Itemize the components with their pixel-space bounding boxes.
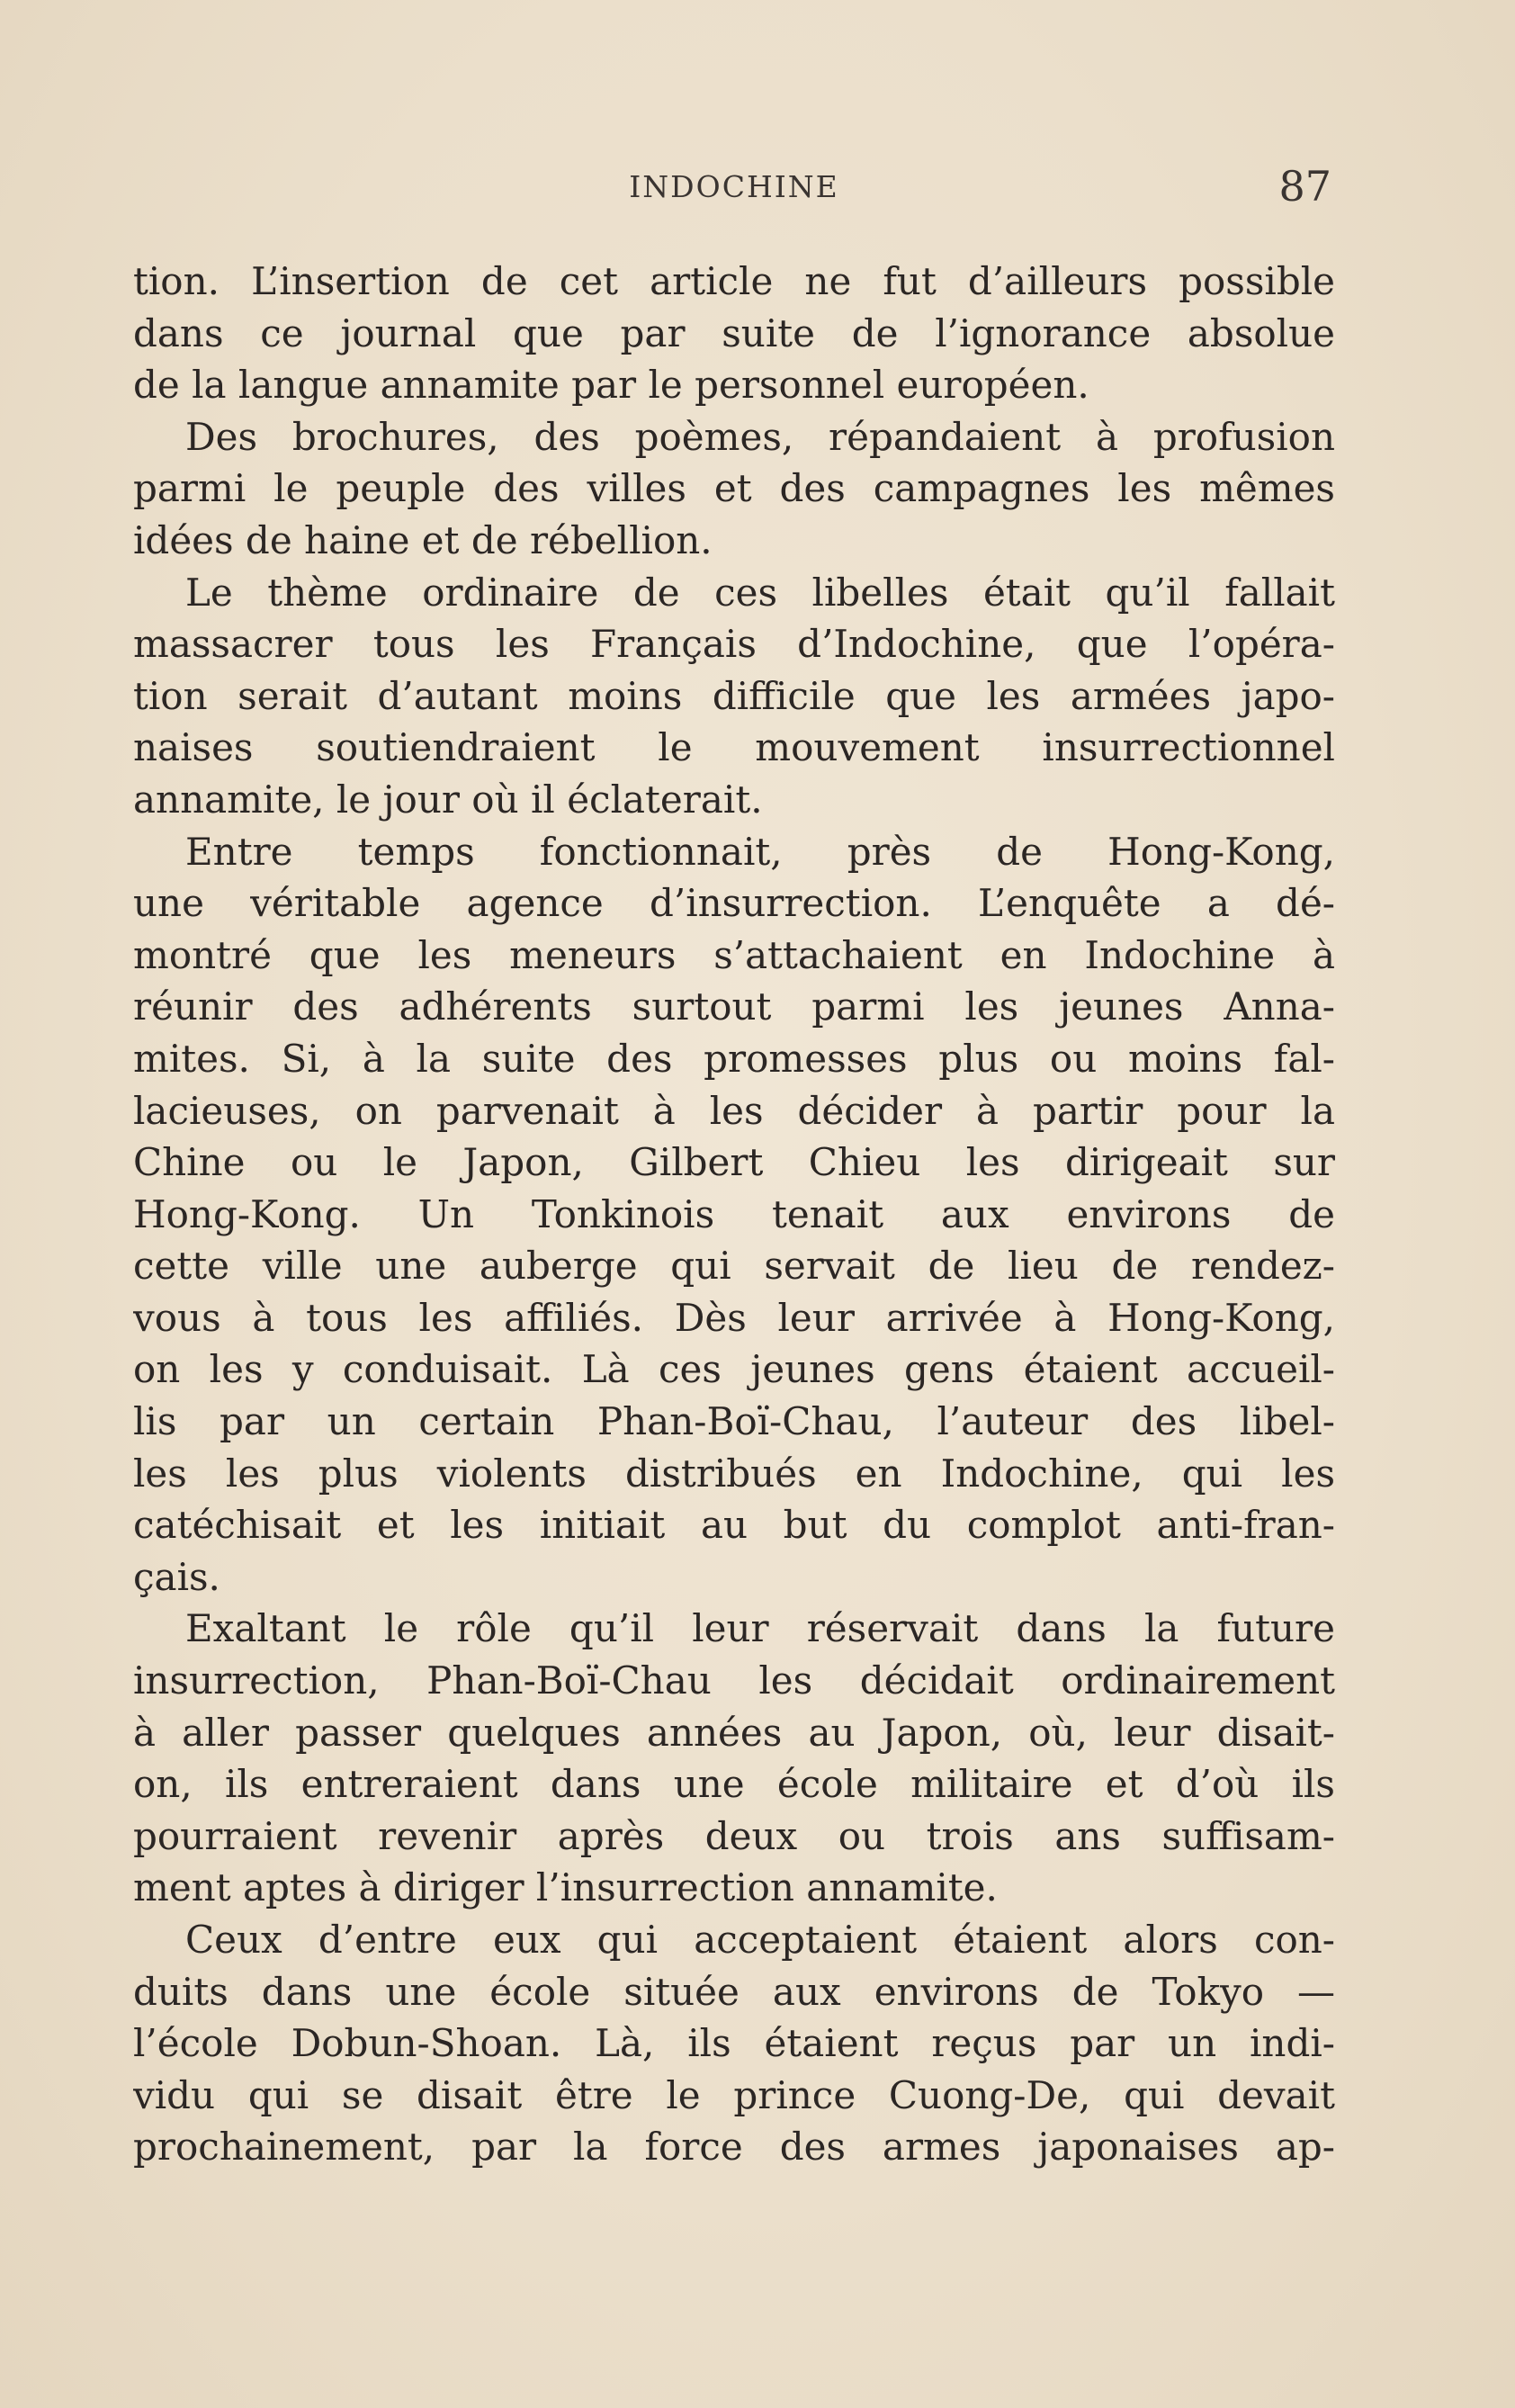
text-line: dans ce journal que par suite de l’ignorance absolue xyxy=(133,310,1335,355)
text-line: idées de haine et de rébellion. xyxy=(133,517,713,562)
text-line: on les y conduisait. Là ces jeunes gens étaient accueil- xyxy=(133,1347,1335,1392)
text-line: pourraient revenir après deux ou trois ans suffisam- xyxy=(133,1813,1335,1858)
text-line: vous à tous les affiliés. Dès leur arrivée à Hong-Kong, xyxy=(133,1295,1335,1340)
text-line: Hong-Kong. Un Tonkinois tenait aux environs de xyxy=(133,1191,1335,1236)
text-line: vidu qui se disait être le prince Cuong-De, qui devait xyxy=(133,2072,1335,2117)
text-line: l’école Dobun-Shoan. Là, ils étaient reçus par un indi- xyxy=(133,2021,1335,2066)
text-line: duits dans une école située aux environs de Tokyo — xyxy=(133,1969,1335,2014)
text-line: lis par un certain Phan-Boï-Chau, l’auteur des libel- xyxy=(133,1399,1335,1444)
text-line: mites. Si, à la suite des promesses plus ou moins fal- xyxy=(133,1036,1335,1081)
body-text xyxy=(133,256,1335,2173)
text-line: Des brochures, des poèmes, répandaient à profusion xyxy=(185,414,1335,459)
running-head xyxy=(133,162,1335,216)
text-line: insurrection, Phan-Boï-Chau les décidait ordinairement xyxy=(133,1658,1335,1703)
text-line: parmi le peuple des villes et des campagnes les mêmes xyxy=(133,466,1335,511)
text-line: à aller passer quelques années au Japon, où, leur disait- xyxy=(133,1710,1335,1755)
text-line: tion serait d’autant moins difficile que les armées japo- xyxy=(133,673,1335,718)
text-line: lacieuses, on parvenait à les décider à partir pour la xyxy=(133,1088,1335,1133)
text-line: une véritable agence d’insurrection. L’enquête a dé- xyxy=(133,881,1335,926)
page-number: 87 xyxy=(1278,162,1331,211)
text-line: çais. xyxy=(133,1554,220,1599)
text-line: Chine ou le Japon, Gilbert Chieu les dirigeait sur xyxy=(133,1140,1335,1185)
text-line: tion. L’insertion de cet article ne fut d’ailleurs possible xyxy=(133,259,1335,303)
text-line: catéchisait et les initiait au but du complot anti-fran- xyxy=(133,1503,1335,1548)
text-line: massacrer tous les Français d’Indochine, que l’opéra- xyxy=(133,622,1335,667)
text-line: montré que les meneurs s’attachaient en Indochine à xyxy=(133,932,1335,977)
text-line: Ceux d’entre eux qui acceptaient étaient alors con- xyxy=(185,1918,1335,1962)
text-line: réunir des adhérents surtout parmi les jeunes Anna- xyxy=(133,984,1335,1029)
text-line: Le thème ordinaire de ces libelles était qu’il fallait xyxy=(185,570,1335,615)
text-line: on, ils entreraient dans une école militaire et d’où ils xyxy=(133,1762,1335,1807)
running-title: INDOCHINE xyxy=(629,169,839,204)
text-line: Exaltant le rôle qu’il leur réservait dans la future xyxy=(185,1606,1335,1651)
text-line: ment aptes à diriger l’insurrection annamite. xyxy=(133,1865,998,1910)
text-line: de la langue annamite par le personnel européen. xyxy=(133,363,1089,408)
text-line: annamite, le jour où il éclaterait. xyxy=(133,777,763,822)
text-line: cette ville une auberge qui servait de lieu de rendez- xyxy=(133,1244,1335,1289)
text-line: naises soutiendraient le mouvement insurrectionnel xyxy=(133,725,1335,770)
text-line: prochainement, par la force des armes japonaises ap- xyxy=(133,2125,1335,2170)
text-line: les les plus violents distribués en Indochine, qui les xyxy=(133,1451,1335,1496)
text-line: Entre temps fonctionnait, près de Hong-Kong, xyxy=(185,829,1335,874)
